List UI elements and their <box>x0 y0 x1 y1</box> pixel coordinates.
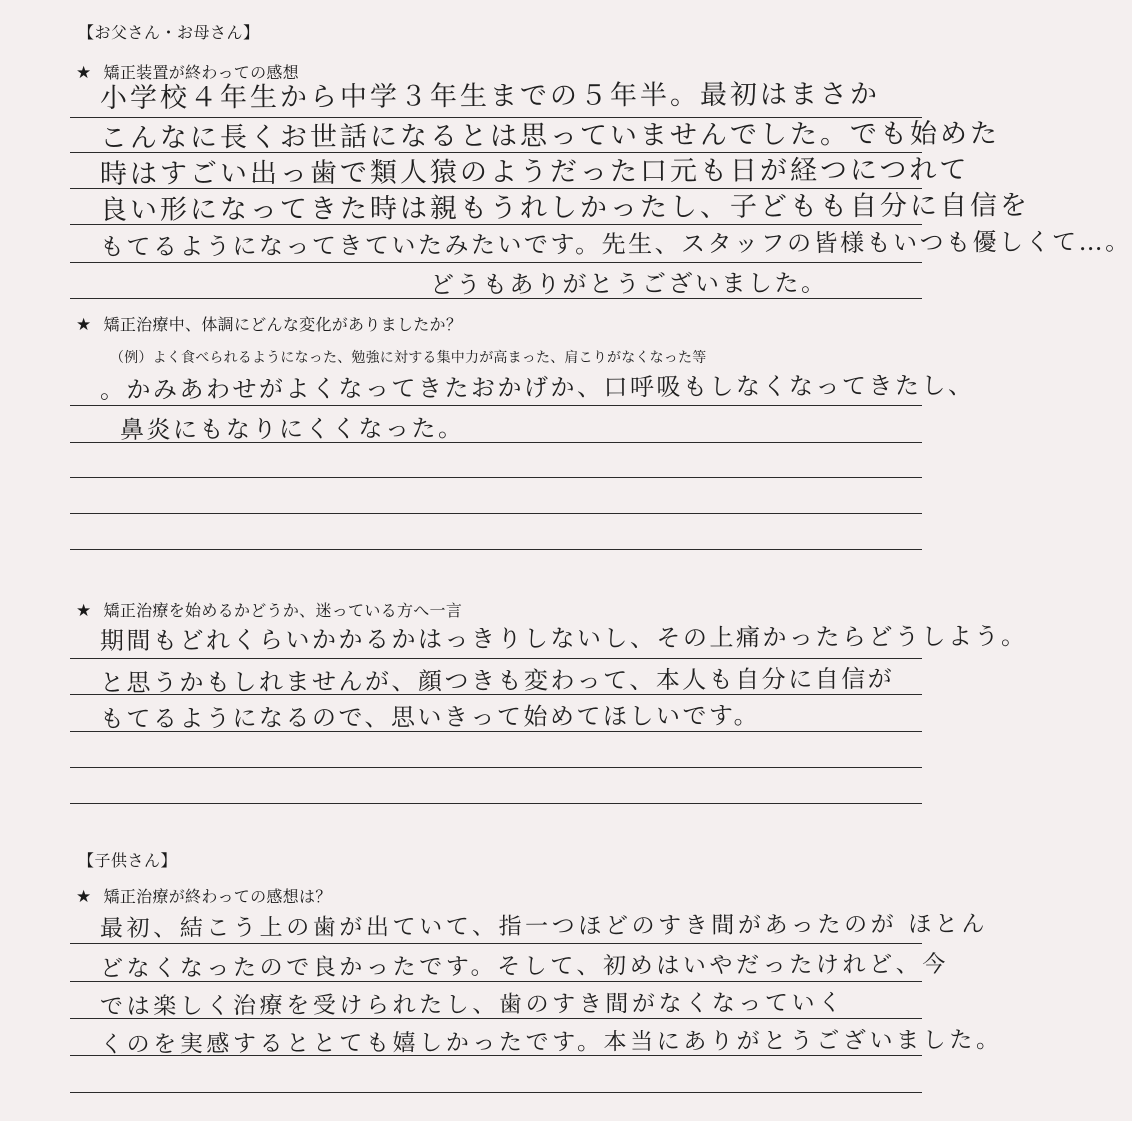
star-icon: ★ <box>76 63 92 83</box>
answer-rule-line <box>70 513 922 514</box>
handwritten-answer-line: 期間もどれくらいかかるかはっきりしないし、その上痛かったらどうしよう。 <box>99 622 1028 655</box>
answer-rule-line <box>70 262 922 263</box>
star-icon: ★ <box>76 601 92 621</box>
answer-rule-line <box>70 298 922 299</box>
answer-rule-line <box>70 1018 922 1019</box>
answer-rule-line <box>70 477 922 478</box>
handwritten-answer-line: もてるようになるので、思いきって始めてほしいです。 <box>99 701 761 733</box>
handwritten-answer-line: と思うかもしれませんが、顔つきも変わって、本人も自分に自信が <box>99 664 895 697</box>
example-note: （例）よく食べられるようになった、勉強に対する集中力が高まった、肩こりがなくなった等 <box>110 350 707 366</box>
handwritten-answer-line: もてるようになってきていたみたいです。先生、スタッフの皆様もいつも優しくて…。 <box>99 227 1132 261</box>
star-icon: ★ <box>76 887 92 907</box>
question-text: 矯正治療を始めるかどうか、迷っている方へ一言 <box>103 601 463 620</box>
question-advice-undecided <box>76 598 462 621</box>
question-child-impression <box>76 884 332 907</box>
handwritten-answer-line: どなくなったので良かったです。そして、初めはいやだったけれど、今 <box>99 951 949 982</box>
question-text: 矯正治療中、体調にどんな変化がありましたか？ <box>103 315 463 334</box>
handwritten-answer-line: 小学校４年生から中学３年生までの５年半。最初はまさか <box>99 78 881 114</box>
handwritten-answer-line: こんなに長くお世話になるとは思っていませんでした。でも始めた <box>99 118 1001 154</box>
handwritten-answer-line: 。かみあわせがよくなってきたおかげか、口呼吸もしなくなってきたし、 <box>99 371 975 404</box>
question-text: 矯正装置が終わっての感想 <box>103 63 299 82</box>
answer-rule-line <box>70 1055 922 1056</box>
handwritten-answer-line: では楽しく治療を受けられたし、歯のすき間がなくなっていく <box>99 990 845 1020</box>
answer-rule-line <box>70 981 922 982</box>
handwritten-answer-line: 時はすごい出っ歯で類人猿のようだった口元も日が経つにつれて <box>99 154 970 190</box>
handwritten-answer-line: 良い形になってきた時は親もうれしかったし、子どもも自分に自信を <box>99 190 1031 226</box>
handwritten-answer-line: 最初、結こう上の歯が出ていて、指一つほどのすき間があったのが ほとん <box>99 911 989 942</box>
answer-rule-line <box>70 731 922 732</box>
answer-rule-line <box>70 658 922 659</box>
answer-rule-line <box>70 803 922 804</box>
answer-rule-line <box>70 442 922 443</box>
question-text: 矯正治療が終わっての感想は？ <box>103 887 332 906</box>
handwritten-answer-line: くのを実感するととても嬉しかったです。本当にありがとうございました。 <box>99 1027 1003 1058</box>
answer-rule-line <box>70 694 922 695</box>
star-icon: ★ <box>76 315 92 335</box>
handwritten-answer-line: どうもありがとうございました。 <box>429 268 828 299</box>
answer-rule-line <box>70 1092 922 1093</box>
answer-rule-line <box>70 405 922 406</box>
child-section-heading: 【子供さん】 <box>78 851 178 870</box>
answer-rule-line <box>70 767 922 768</box>
handwritten-answer-line: 鼻炎にもなりにくくなった。 <box>119 414 465 444</box>
answer-rule-line <box>70 943 922 944</box>
parents-section-heading: 【お父さん・お母さん】 <box>78 23 260 42</box>
answer-rule-line <box>70 549 922 550</box>
question-health-changes <box>76 312 462 335</box>
